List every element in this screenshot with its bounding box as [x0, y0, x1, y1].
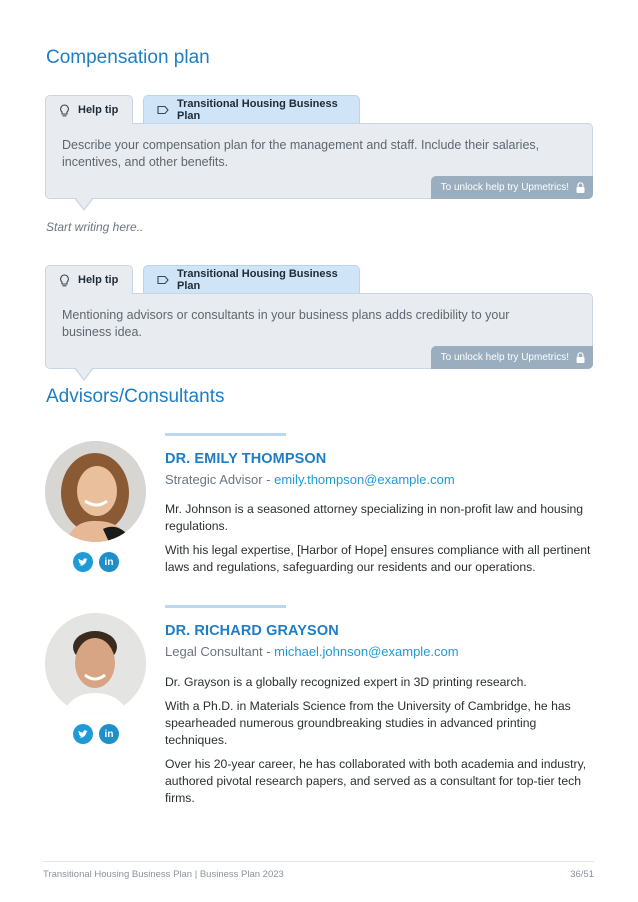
tip-pointer: [74, 368, 94, 381]
advisor-bio: [165, 501, 595, 583]
tab-business-plan[interactable]: [143, 265, 360, 294]
tip-pointer: [74, 198, 94, 211]
advisor-photo: [45, 441, 146, 542]
advisor-name: DR. RICHARD GRAYSON: [165, 623, 339, 639]
footer-divider: [43, 861, 594, 862]
footer-page-number: 36/51: [570, 869, 594, 880]
tab-business-plan-label: Transitional Housing Business Plan: [177, 98, 338, 122]
lightbulb-icon: [59, 274, 70, 287]
advisor-photo: [45, 613, 146, 714]
editor-placeholder[interactable]: Start writing here..: [46, 220, 144, 234]
bio-paragraph: With his legal expertise, [Harbor of Hope] ensures compliance with all pertinent laws and regulations, safeguarding our residents and our operations.: [165, 543, 591, 574]
section-title-compensation: Compensation plan: [46, 47, 210, 68]
role-separator: -: [262, 472, 275, 487]
linkedin-icon[interactable]: in: [99, 552, 119, 572]
twitter-icon[interactable]: [73, 552, 93, 572]
tab-help-tip[interactable]: [45, 95, 133, 124]
advisor-name: DR. EMILY THOMPSON: [165, 451, 327, 467]
bio-paragraph: Mr. Johnson is a seasoned attorney specializing in non-profit law and housing regulations.: [165, 502, 584, 533]
tab-business-plan-label: Transitional Housing Business Plan: [177, 268, 338, 292]
name-rule: [165, 433, 286, 436]
tab-help-tip[interactable]: [45, 265, 133, 294]
help-tip-body: [45, 123, 593, 199]
unlock-help-label: To unlock help try Upmetrics!: [440, 352, 569, 363]
linkedin-icon[interactable]: in: [99, 724, 119, 744]
unlock-help-button[interactable]: [431, 176, 593, 199]
name-rule: [165, 605, 286, 608]
help-tip-text: Describe your compensation plan for the management and staff. Include their salaries, incentives, and other benefits.: [62, 138, 540, 169]
twitter-icon[interactable]: [73, 724, 93, 744]
advisor-bio: [165, 674, 595, 814]
advisor-role: Strategic Advisor: [165, 472, 263, 487]
unlock-help-label: To unlock help try Upmetrics!: [440, 182, 569, 193]
tab-business-plan[interactable]: [143, 95, 360, 124]
bio-paragraph: Over his 20-year career, he has collaborated with both academia and industry, authored pivotal research papers, and served as a consultant for top-tier tech firms.: [165, 757, 587, 805]
social-links: [73, 552, 119, 572]
footer-document-title: Transitional Housing Business Plan | Business Plan 2023: [43, 869, 284, 880]
section-title-advisors: Advisors/Consultants: [46, 386, 225, 407]
bio-paragraph: With a Ph.D. in Materials Science from the University of Cambridge, he has spearheaded numerous groundbreaking studies in advanced printing techniques.: [165, 699, 571, 747]
help-tip-body: [45, 293, 593, 369]
advisor-role-line: [165, 472, 455, 487]
social-links: [73, 724, 119, 744]
help-tip-box: [45, 265, 593, 369]
tab-help-tip-label: Help tip: [78, 274, 119, 286]
advisor-email-link[interactable]: emily.thompson@example.com: [274, 472, 455, 487]
advisor-role: Legal Consultant: [165, 644, 263, 659]
role-separator: -: [262, 644, 275, 659]
bio-paragraph: Dr. Grayson is a globally recognized expert in 3D printing research.: [165, 675, 527, 689]
unlock-help-button[interactable]: [431, 346, 593, 369]
lock-icon: [576, 352, 585, 363]
lightbulb-icon: [59, 104, 70, 117]
tag-icon: [157, 275, 169, 285]
tag-icon: [157, 105, 169, 115]
advisor-email-link[interactable]: michael.johnson@example.com: [274, 644, 459, 659]
help-tip-text: Mentioning advisors or consultants in your business plans adds credibility to your business idea.: [62, 308, 510, 339]
tab-help-tip-label: Help tip: [78, 104, 119, 116]
advisor-role-line: [165, 644, 459, 659]
lock-icon: [576, 182, 585, 193]
help-tip-box: [45, 95, 593, 199]
